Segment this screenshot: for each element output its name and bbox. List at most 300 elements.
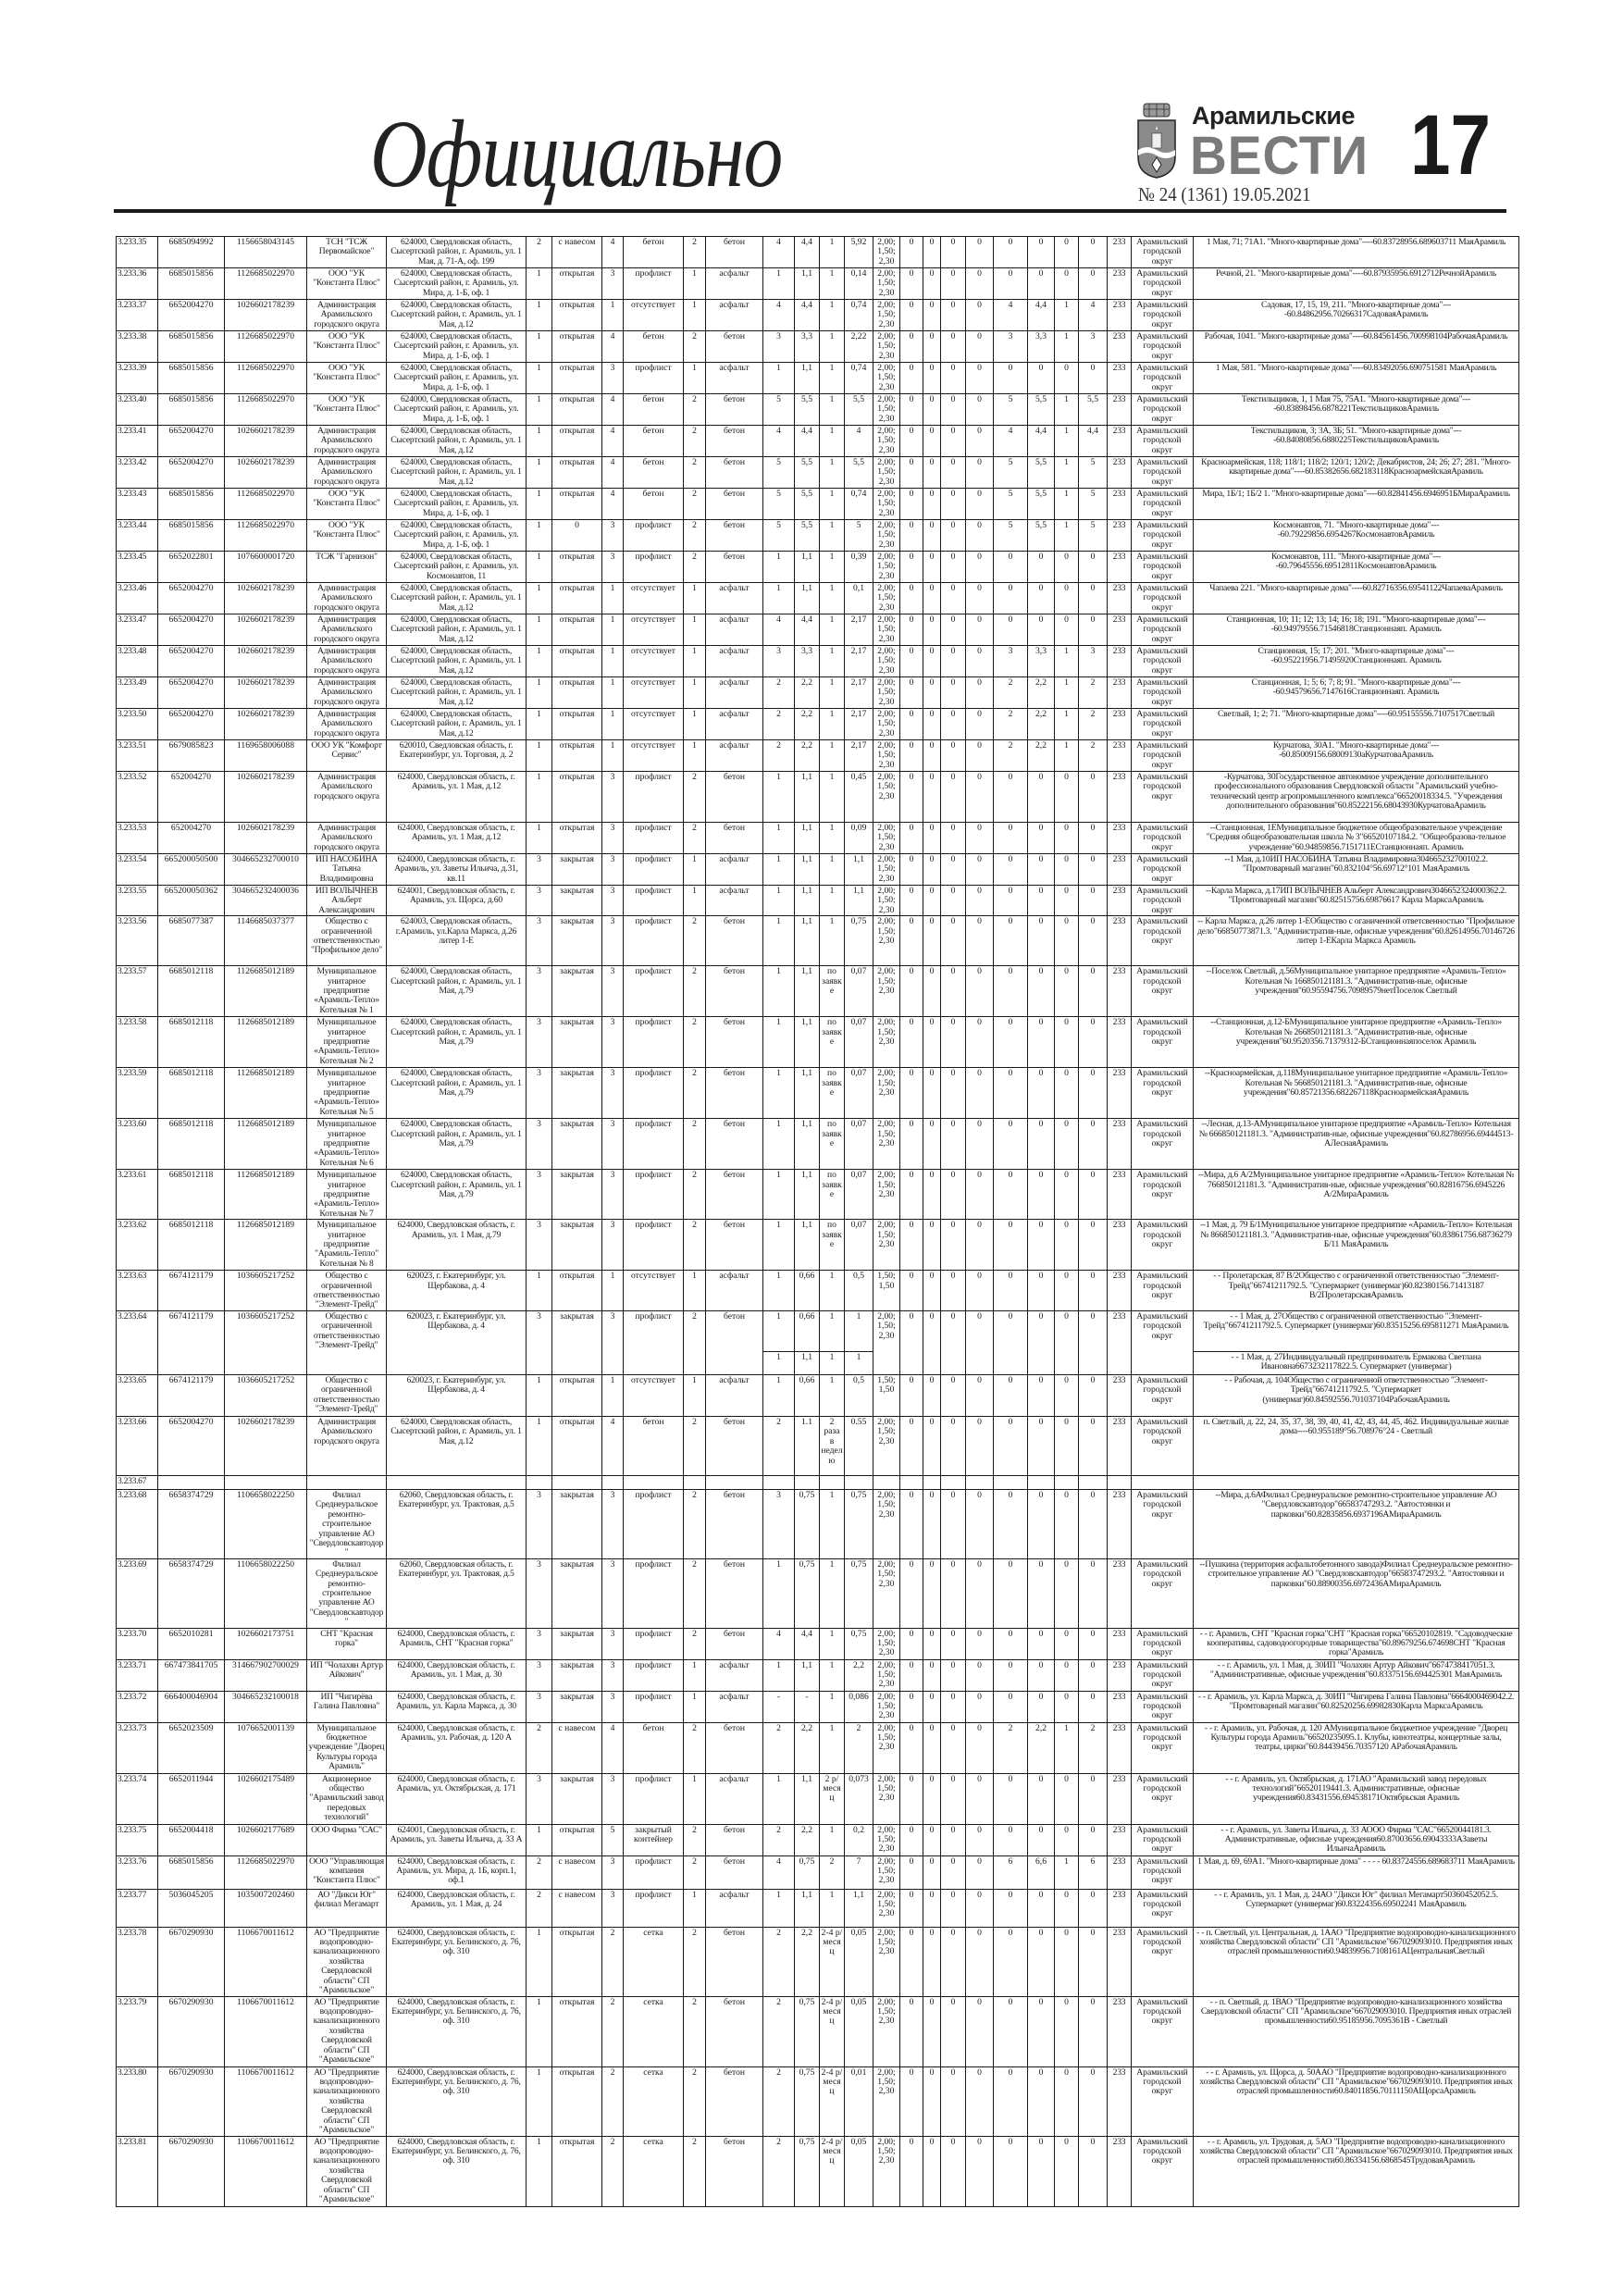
container-volume-cell: 1,1 [795, 552, 820, 583]
table-row [117, 2136, 1519, 2206]
bulky-waste-volume-cell: 0 [966, 854, 994, 886]
container-dimensions-cell: 2,00; 1,50; 2,30 [873, 1889, 900, 1927]
organization-name-cell: Общество с ограниченной ответственностью "Элемент-Трейд" [307, 1374, 387, 1416]
separate-freq-cell: 1 [1055, 426, 1079, 457]
bulky-waste-volume-cell: 0 [966, 1558, 994, 1628]
organization-name-cell: Общество с ограниченной ответственностью "Элемент-Трейд" [307, 1271, 387, 1311]
inn-cell: 6685012118 [158, 966, 225, 1017]
ogrn-cell: 304665232400036 [225, 886, 307, 916]
container-count-cell: 2 [763, 1722, 795, 1773]
legal-address-cell: 624000, Свердловская область, Сысертский район, г. Арамиль, ул. 1 Мая, д.12 [387, 709, 527, 740]
waste-volume-cell: 0,14 [845, 268, 873, 300]
surface-material-cell: асфальт [706, 583, 763, 614]
legal-address-cell: 624000, Свердловская область, г. Арамиль, ул. 1 Мая, д.12 [387, 823, 527, 854]
bulky-waste-volume-cell: 0 [966, 740, 994, 772]
waste-volume-cell: 0,2 [845, 1824, 873, 1855]
ogrn-cell: 1026602173751 [225, 1628, 307, 1659]
inn-cell: 6652004270 [158, 709, 225, 740]
container-count-cell: 5 [763, 520, 795, 552]
container-count-cell: 5 [763, 457, 795, 489]
table-row [117, 1017, 1519, 1068]
row-number-cell: 3.233.66 [117, 1416, 158, 1475]
waste-volume-cell: 0,05 [845, 1996, 873, 2066]
site-type-cell: открытая [552, 1996, 602, 2066]
served-objects-description-cell: --Мира, д.6 А/2Муниципальное унитарное предприятие «Арамиль-Тепло» Котельная № 766850121181.3. "Административ-ные, офисные учреждения"60.82816756.6945226 А/2МираАрамиль [1194, 1170, 1519, 1220]
surface-material-cell: бетон [706, 1220, 763, 1271]
waste-volume-cell: 0,75 [845, 1558, 873, 1628]
page-number: 17 [1410, 98, 1491, 192]
coat-of-arms-icon [1136, 102, 1177, 180]
bulky-volume-cell: 0 [923, 268, 941, 300]
bulky-waste-volume-cell: 0 [966, 614, 994, 646]
site-type-cell: открытая [552, 1374, 602, 1416]
bulky-count-cell: 0 [900, 1374, 923, 1416]
site-type-code-cell: 1 [527, 772, 552, 823]
container-count-cell: 1 [763, 552, 795, 583]
district-name-cell: Арамильский городской округ [1132, 1996, 1194, 2066]
separate-count-cell: 0 [994, 583, 1028, 614]
bulky-volume-cell: 0 [923, 394, 941, 426]
legal-address-cell: 624001, Свердловская область, г. Арамиль, ул. Заветы Ильича, д. 33 А [387, 1824, 527, 1855]
container-count-cell: 4 [763, 237, 795, 268]
container-dimensions-cell: 2,00; 1,50; 2,30 [873, 1119, 900, 1170]
table-row [117, 1220, 1519, 1271]
bulky-count-cell: 0 [900, 916, 923, 966]
row-number-cell: 3.233.38 [117, 331, 158, 363]
fence-material-cell: бетон [624, 394, 684, 426]
collection-frequency-cell: 1 [820, 886, 845, 916]
fence-material-cell: отсутствует [624, 709, 684, 740]
fence-material-cell: профлист [624, 1310, 684, 1374]
site-type-code-cell: 1 [527, 331, 552, 363]
bulky-waste-volume-cell: 0 [966, 300, 994, 331]
district-code-cell: 233 [1108, 614, 1132, 646]
fence-material-cell: профлист [624, 1017, 684, 1068]
row-number-cell: 3.233.50 [117, 709, 158, 740]
site-type-code-cell: 1 [527, 268, 552, 300]
site-type-code-cell: 1 [527, 1374, 552, 1416]
container-dimensions-cell: 2,00; 1,50; 2,30 [873, 1170, 900, 1220]
ogrn-cell: 1146685037377 [225, 916, 307, 966]
district-name-cell: Арамильский городской округ [1132, 331, 1194, 363]
row-number-cell: 3.233.55 [117, 886, 158, 916]
separate-freq-cell: 0 [1055, 1773, 1079, 1824]
site-type-cell: открытая [552, 300, 602, 331]
surface-material-cell: бетон [706, 1068, 763, 1119]
bulky-waste-volume-cell: 0 [966, 1855, 994, 1889]
ogrn-cell: 1026602178239 [225, 300, 307, 331]
bulky-waste-volume-cell: 0 [966, 1996, 994, 2066]
separate-waste-volume-cell: 0 [1079, 1927, 1108, 1996]
inn-cell: 6685015856 [158, 1855, 225, 1889]
bulky-count-cell: 0 [900, 1855, 923, 1889]
district-name-cell: Арамильский городской округ [1132, 520, 1194, 552]
table-row [117, 1416, 1519, 1475]
surface-code-cell: 1 [684, 1659, 706, 1691]
bulky-count-cell: 0 [900, 2136, 923, 2206]
surface-code-cell: 1 [684, 1691, 706, 1722]
district-code-cell: 233 [1108, 2136, 1132, 2206]
surface-material-cell: бетон [706, 1628, 763, 1659]
separate-freq-cell: 0 [1055, 966, 1079, 1017]
fence-material-cell: профлист [624, 854, 684, 886]
site-type-code-cell: 3 [527, 1773, 552, 1824]
legal-address-cell: 620023, г. Екатеринбург, ул. Щербакова, д. 4 [387, 1374, 527, 1416]
site-type-cell: открытая [552, 1271, 602, 1311]
container-dimensions-cell: 2,00; 1,50; 2,30 [873, 1558, 900, 1628]
fence-material-cell: бетон [624, 237, 684, 268]
legal-address-cell: 624000, Свердловская область, г. Арамиль, ул. Заветы Ильича, д.31, кв.11 [387, 854, 527, 886]
container-dimensions-cell: 2,00; 1,50; 2,30 [873, 677, 900, 709]
container-count-cell: 4 [763, 300, 795, 331]
bulky-freq-cell: 0 [941, 646, 966, 677]
bulky-freq-cell: 0 [941, 300, 966, 331]
separate-freq-cell: 1 [1055, 520, 1079, 552]
container-count-cell: 1 [763, 363, 795, 394]
bulky-volume-cell: 0 [923, 552, 941, 583]
bulky-volume-cell: 0 [923, 1773, 941, 1824]
bulky-waste-volume-cell: 0 [966, 426, 994, 457]
bulky-waste-volume-cell: 0 [966, 772, 994, 823]
bulky-volume-cell: 0 [923, 1068, 941, 1119]
legal-address-cell: 624000, Свердловская область, Сысертский район, г. Арамиль, ул. 1 Мая, д.79 [387, 1017, 527, 1068]
container-volume-cell: 1.1 [795, 1416, 820, 1475]
fence-code-cell: 2 [602, 1927, 624, 1996]
collection-frequency-cell: 2-4 р/месяц [820, 2066, 845, 2136]
bulky-count-cell: 0 [900, 1271, 923, 1311]
container-dimensions-cell: 2,00; 1,50; 2,30 [873, 394, 900, 426]
district-code-cell: 233 [1108, 363, 1132, 394]
fence-code-cell: 4 [602, 426, 624, 457]
waste-volume-cell: 2,17 [845, 677, 873, 709]
collection-frequency-cell: 1 [820, 1659, 845, 1691]
surface-material-cell: бетон [706, 2066, 763, 2136]
site-type-code-cell: 1 [527, 457, 552, 489]
surface-code-cell: 2 [684, 2066, 706, 2136]
separate-freq-cell [1055, 1475, 1079, 1489]
separate-count-cell: 3 [994, 331, 1028, 363]
separate-volume-cell: 6,6 [1028, 1855, 1055, 1889]
fence-material-cell: сетка [624, 1927, 684, 1996]
bulky-count-cell: 0 [900, 1996, 923, 2066]
row-number-cell: 3.233.80 [117, 2066, 158, 2136]
bulky-freq-cell: 0 [941, 1416, 966, 1475]
served-objects-description-cell: --Поселок Светлый, д.56Муниципальное унитарное предприятие «Арамиль-Тепло» Котельная № 166850121181.3. "Административ-ные, офисные учреждения"60.95594756.70989579нетПоселок Светлый [1194, 966, 1519, 1017]
separate-freq-cell: 1 [1055, 1722, 1079, 1773]
ogrn-cell: 304665232700010 [225, 854, 307, 886]
bulky-volume-cell: 0 [923, 583, 941, 614]
district-code-cell: 233 [1108, 1119, 1132, 1170]
fence-material-cell: сетка [624, 1996, 684, 2066]
site-type-code-cell: 3 [527, 1220, 552, 1271]
surface-material-cell: бетон [706, 552, 763, 583]
bulky-waste-volume-cell: 0 [966, 489, 994, 520]
bulky-volume-cell: 0 [923, 1691, 941, 1722]
inn-cell: 665200050362 [158, 886, 225, 916]
ogrn-cell: 1026602178239 [225, 614, 307, 646]
fence-material-cell: профлист [624, 1855, 684, 1889]
container-dimensions-cell: 2,00; 1,50; 2,30 [873, 583, 900, 614]
district-name-cell: Арамильский городской округ [1132, 1824, 1194, 1855]
separate-count-cell: 0 [994, 552, 1028, 583]
separate-waste-volume-cell: 4 [1079, 300, 1108, 331]
surface-material-cell: асфальт [706, 1659, 763, 1691]
organization-name-cell: Администрация Арамильского городского округа [307, 300, 387, 331]
site-type-cell: закрытая [552, 1017, 602, 1068]
row-number-cell: 3.233.40 [117, 394, 158, 426]
legal-address-cell: 624000, Свердловская область, Сысертский район, г. Арамиль, ул. 1 Мая, д.12 [387, 614, 527, 646]
district-name-cell: Арамильский городской округ [1132, 1489, 1194, 1558]
fence-material-cell: профлист [624, 916, 684, 966]
row-number-cell: 3.233.41 [117, 426, 158, 457]
district-name-cell: Арамильский городской округ [1132, 1773, 1194, 1824]
container-volume-cell: 2,2 [795, 740, 820, 772]
collection-frequency-cell: 1 [820, 268, 845, 300]
district-name-cell: Арамильский городской округ [1132, 583, 1194, 614]
legal-address-cell: 624000, Свердловская область, Сысертский район, г. Арамиль, ул. 1 Мая, д.12 [387, 677, 527, 709]
bulky-count-cell: 0 [900, 886, 923, 916]
container-count-cell: 1 [763, 1068, 795, 1119]
district-name-cell: Арамильский городской округ [1132, 457, 1194, 489]
bulky-waste-volume-cell: 0 [966, 1824, 994, 1855]
separate-waste-volume-cell: 0 [1079, 1017, 1108, 1068]
organization-name-cell: Общество с ограниченной ответственностью "Профильное дело" [307, 916, 387, 966]
ogrn-cell: 1126685022970 [225, 331, 307, 363]
container-volume-cell: 2,2 [795, 1824, 820, 1855]
inn-cell: 6658374729 [158, 1558, 225, 1628]
ogrn-cell: 1036605217252 [225, 1310, 307, 1374]
fence-code-cell: 1 [602, 583, 624, 614]
row-number-cell: 3.233.54 [117, 854, 158, 886]
bulky-freq-cell: 0 [941, 489, 966, 520]
surface-material-cell: асфальт [706, 300, 763, 331]
container-volume-cell: 4,4 [795, 300, 820, 331]
collection-frequency-cell: 1 [820, 1558, 845, 1628]
separate-count-cell: 5 [994, 457, 1028, 489]
bulky-waste-volume-cell: 0 [966, 1271, 994, 1311]
district-name-cell: Арамильский городской округ [1132, 268, 1194, 300]
header-rule-divider [114, 209, 1506, 213]
district-code-cell: 233 [1108, 1996, 1132, 2066]
district-name-cell: Арамильский городской округ [1132, 2136, 1194, 2206]
surface-code-cell: 2 [684, 552, 706, 583]
container-volume-cell: 1,1 [795, 1119, 820, 1170]
site-type-code-cell: 1 [527, 1271, 552, 1311]
bulky-count-cell: 0 [900, 331, 923, 363]
separate-freq-cell: 0 [1055, 823, 1079, 854]
surface-material-cell: бетон [706, 1416, 763, 1475]
site-type-code-cell: 1 [527, 646, 552, 677]
served-objects-description-cell: Мира, 1Б/1; 1Б/2 1. "Много-квартирные дома"----60.82841456.6946951БМираАрамиль [1194, 489, 1519, 520]
ogrn-cell: 1076600001720 [225, 552, 307, 583]
separate-count-cell: 6 [994, 1855, 1028, 1889]
separate-waste-volume-cell: 0 [1079, 2066, 1108, 2136]
district-name-cell: Арамильский городской округ [1132, 966, 1194, 1017]
separate-volume-cell: 0 [1028, 916, 1055, 966]
site-type-cell: открытая [552, 740, 602, 772]
row-number-cell: 3.233.49 [117, 677, 158, 709]
site-type-cell: закрытая [552, 886, 602, 916]
table-row [117, 268, 1519, 300]
site-type-cell: открытая [552, 772, 602, 823]
bulky-waste-volume-cell [966, 1475, 994, 1489]
inn-cell: 6685012118 [158, 1220, 225, 1271]
separate-volume-cell: 0 [1028, 1996, 1055, 2066]
separate-volume-cell: 0 [1028, 1659, 1055, 1691]
waste-volume-cell: 0,5 [845, 1374, 873, 1416]
legal-address-cell: 624003, Свердловская область, г.Арамиль, ул.Карла Маркса, д.26 литер 1-Е [387, 916, 527, 966]
surface-code-cell: 2 [684, 1310, 706, 1374]
ogrn-cell: 1026602178239 [225, 823, 307, 854]
organization-name-cell: Администрация Арамильского городского округа [307, 772, 387, 823]
district-code-cell: 233 [1108, 1927, 1132, 1996]
ogrn-cell: 1126685012189 [225, 966, 307, 1017]
row-number-cell: 3.233.36 [117, 268, 158, 300]
row-number-cell: 3.233.61 [117, 1170, 158, 1220]
row-number-cell: 3.233.42 [117, 457, 158, 489]
bulky-freq-cell: 0 [941, 520, 966, 552]
ogrn-cell: 1126685012189 [225, 1220, 307, 1271]
container-dimensions-cell [873, 1475, 900, 1489]
bulky-waste-volume-cell: 0 [966, 1068, 994, 1119]
site-type-code-cell: 3 [527, 1691, 552, 1722]
fence-code-cell: 4 [602, 394, 624, 426]
bulky-freq-cell: 0 [941, 1017, 966, 1068]
bulky-freq-cell: 0 [941, 1722, 966, 1773]
surface-code-cell: 1 [684, 646, 706, 677]
district-code-cell: 233 [1108, 1416, 1132, 1475]
district-code-cell: 233 [1108, 520, 1132, 552]
separate-freq-cell: 0 [1055, 886, 1079, 916]
separate-count-cell: 0 [994, 966, 1028, 1017]
separate-count-cell: 0 [994, 1889, 1028, 1927]
waste-volume-cell: 4 [845, 426, 873, 457]
bulky-freq-cell: 0 [941, 1489, 966, 1558]
bulky-waste-volume-cell: 0 [966, 1691, 994, 1722]
row-number-cell: 3.233.59 [117, 1068, 158, 1119]
separate-waste-volume-cell: 2 [1079, 677, 1108, 709]
fence-code-cell: 3 [602, 1659, 624, 1691]
site-type-cell: открытая [552, 268, 602, 300]
organization-name-cell: Администрация Арамильского городского округа [307, 583, 387, 614]
district-name-cell: Арамильский городской округ [1132, 886, 1194, 916]
table-row [117, 520, 1519, 552]
organization-name-cell: АО "Предприятие водопроводно-канализационного хозяйства Свердловской области" СП "Арамильское" [307, 1996, 387, 2066]
served-objects-description-cell: Станционная, 15; 17; 201. "Много-квартирные дома"----60.95221956.71495920Станционнаяп. Арамиль [1194, 646, 1519, 677]
ogrn-cell: 1026602178239 [225, 772, 307, 823]
table-row [117, 300, 1519, 331]
separate-count-cell: 0 [994, 1558, 1028, 1628]
organization-name-cell: Муниципальное унитарное предприятие "Арамиль-Тепло" Котельная № 8 [307, 1220, 387, 1271]
site-type-cell: закрытая [552, 1558, 602, 1628]
separate-volume-cell: 0 [1028, 2136, 1055, 2206]
bulky-waste-volume-cell: 0 [966, 966, 994, 1017]
waste-volume-cell: 0,75 [845, 1628, 873, 1659]
site-type-code-cell: 2 [527, 1722, 552, 1773]
separate-volume-cell: 2,2 [1028, 677, 1055, 709]
separate-volume-cell: 5,5 [1028, 489, 1055, 520]
served-objects-description-cell: - - п. Светлый, ул. Центральная, д. 1ААО "Предприятие водопроводно-канализационного хозяйства Свердловской области" СП "Арамильское"667029093010. Предприятия иных отраслей промышленности60.94839956.7108161АЦентральнаяСветлый [1194, 1927, 1519, 1996]
ogrn-cell: 1036605217252 [225, 1271, 307, 1311]
fence-material-cell: отсутствует [624, 1374, 684, 1416]
separate-freq-cell: 0 [1055, 1927, 1079, 1996]
site-type-cell: открытая [552, 2136, 602, 2206]
separate-count-cell: 0 [994, 916, 1028, 966]
surface-code-cell: 1 [684, 709, 706, 740]
fence-material-cell: профлист [624, 1170, 684, 1220]
fence-code-cell: 3 [602, 520, 624, 552]
fence-code-cell: 1 [602, 646, 624, 677]
bulky-freq-cell: 0 [941, 1068, 966, 1119]
fence-code-cell: 3 [602, 1310, 624, 1374]
separate-freq-cell: 0 [1055, 1659, 1079, 1691]
table-row [117, 394, 1519, 426]
bulky-count-cell: 0 [900, 709, 923, 740]
table-row [117, 489, 1519, 520]
separate-count-cell: 0 [994, 1310, 1028, 1374]
collection-frequency-cell: 1 [820, 1351, 845, 1374]
container-volume-cell: 1,1 [795, 854, 820, 886]
fence-material-cell: отсутствует [624, 614, 684, 646]
bulky-waste-volume-cell: 0 [966, 1628, 994, 1659]
district-code-cell: 233 [1108, 1489, 1132, 1558]
bulky-count-cell: 0 [900, 1220, 923, 1271]
container-dimensions-cell: 2,00; 1,50; 2,30 [873, 1691, 900, 1722]
served-objects-description-cell: - - г. Арамиль, ул. Рабочая, д. 120 АМуниципальное бюджетное учреждение "Дворец Культуры города Арамиль"66520235095.1. Клубы, кинотеатры, концертные залы, театры, цирки"60.84439456.70357120 АРабочаяАрамиль [1194, 1722, 1519, 1773]
fence-material-cell: отсутствует [624, 583, 684, 614]
row-number-cell: 3.233.81 [117, 2136, 158, 2206]
ogrn-cell: 1126685012189 [225, 1119, 307, 1170]
collection-frequency-cell: 1 [820, 772, 845, 823]
bulky-volume-cell: 0 [923, 1220, 941, 1271]
row-number-cell: 3.233.58 [117, 1017, 158, 1068]
separate-freq-cell: 0 [1055, 1310, 1079, 1374]
waste-volume-cell: 0,07 [845, 1170, 873, 1220]
table-row [117, 237, 1519, 268]
served-objects-description-cell: Текстильщиков, 3; 3А, 3Б; 51. "Много-квартирные дома"----60.84080856.6880225ТекстильщиковАрамиль [1194, 426, 1519, 457]
container-count-cell: 1 [763, 1220, 795, 1271]
ogrn-cell: 1026602175489 [225, 1773, 307, 1824]
organization-name-cell: АО "Предприятие водопроводно-канализационного хозяйства Свердловской области" СП "Арамильское" [307, 1927, 387, 1996]
row-number-cell: 3.233.46 [117, 583, 158, 614]
container-count-cell: 3 [763, 331, 795, 363]
organization-name-cell [307, 1475, 387, 1489]
district-code-cell: 233 [1108, 2066, 1132, 2136]
waste-volume-cell: 1,1 [845, 854, 873, 886]
row-number-cell: 3.233.45 [117, 552, 158, 583]
organization-name-cell: ООО "УК "Константа Плюс" [307, 363, 387, 394]
district-name-cell: Арамильский городской округ [1132, 709, 1194, 740]
surface-code-cell: 2 [684, 1855, 706, 1889]
served-objects-description-cell: - - 1 Мая, д. 27Индивидуальный предприниматель Ермакова Светлана Ивановна6673232117822.5. Супермаркет (универмаг) [1194, 1351, 1519, 1374]
separate-count-cell: 0 [994, 1017, 1028, 1068]
bulky-count-cell: 0 [900, 740, 923, 772]
bulky-count-cell: 0 [900, 1927, 923, 1996]
separate-volume-cell: 0 [1028, 2066, 1055, 2136]
waste-volume-cell: 1,1 [845, 1889, 873, 1927]
collection-frequency-cell: 1 [820, 1374, 845, 1416]
separate-waste-volume-cell: 0 [1079, 583, 1108, 614]
separate-waste-volume-cell: 0 [1079, 1773, 1108, 1824]
bulky-volume-cell: 0 [923, 1889, 941, 1927]
issue-number-date: № 24 (1361) 19.05.2021 [1138, 183, 1311, 205]
surface-code-cell: 2 [684, 1416, 706, 1475]
container-volume-cell: 2,2 [795, 1722, 820, 1773]
table-row [117, 1722, 1519, 1773]
inn-cell: 6670290930 [158, 2136, 225, 2206]
bulky-freq-cell: 0 [941, 1927, 966, 1996]
inn-cell: 6674121179 [158, 1374, 225, 1416]
